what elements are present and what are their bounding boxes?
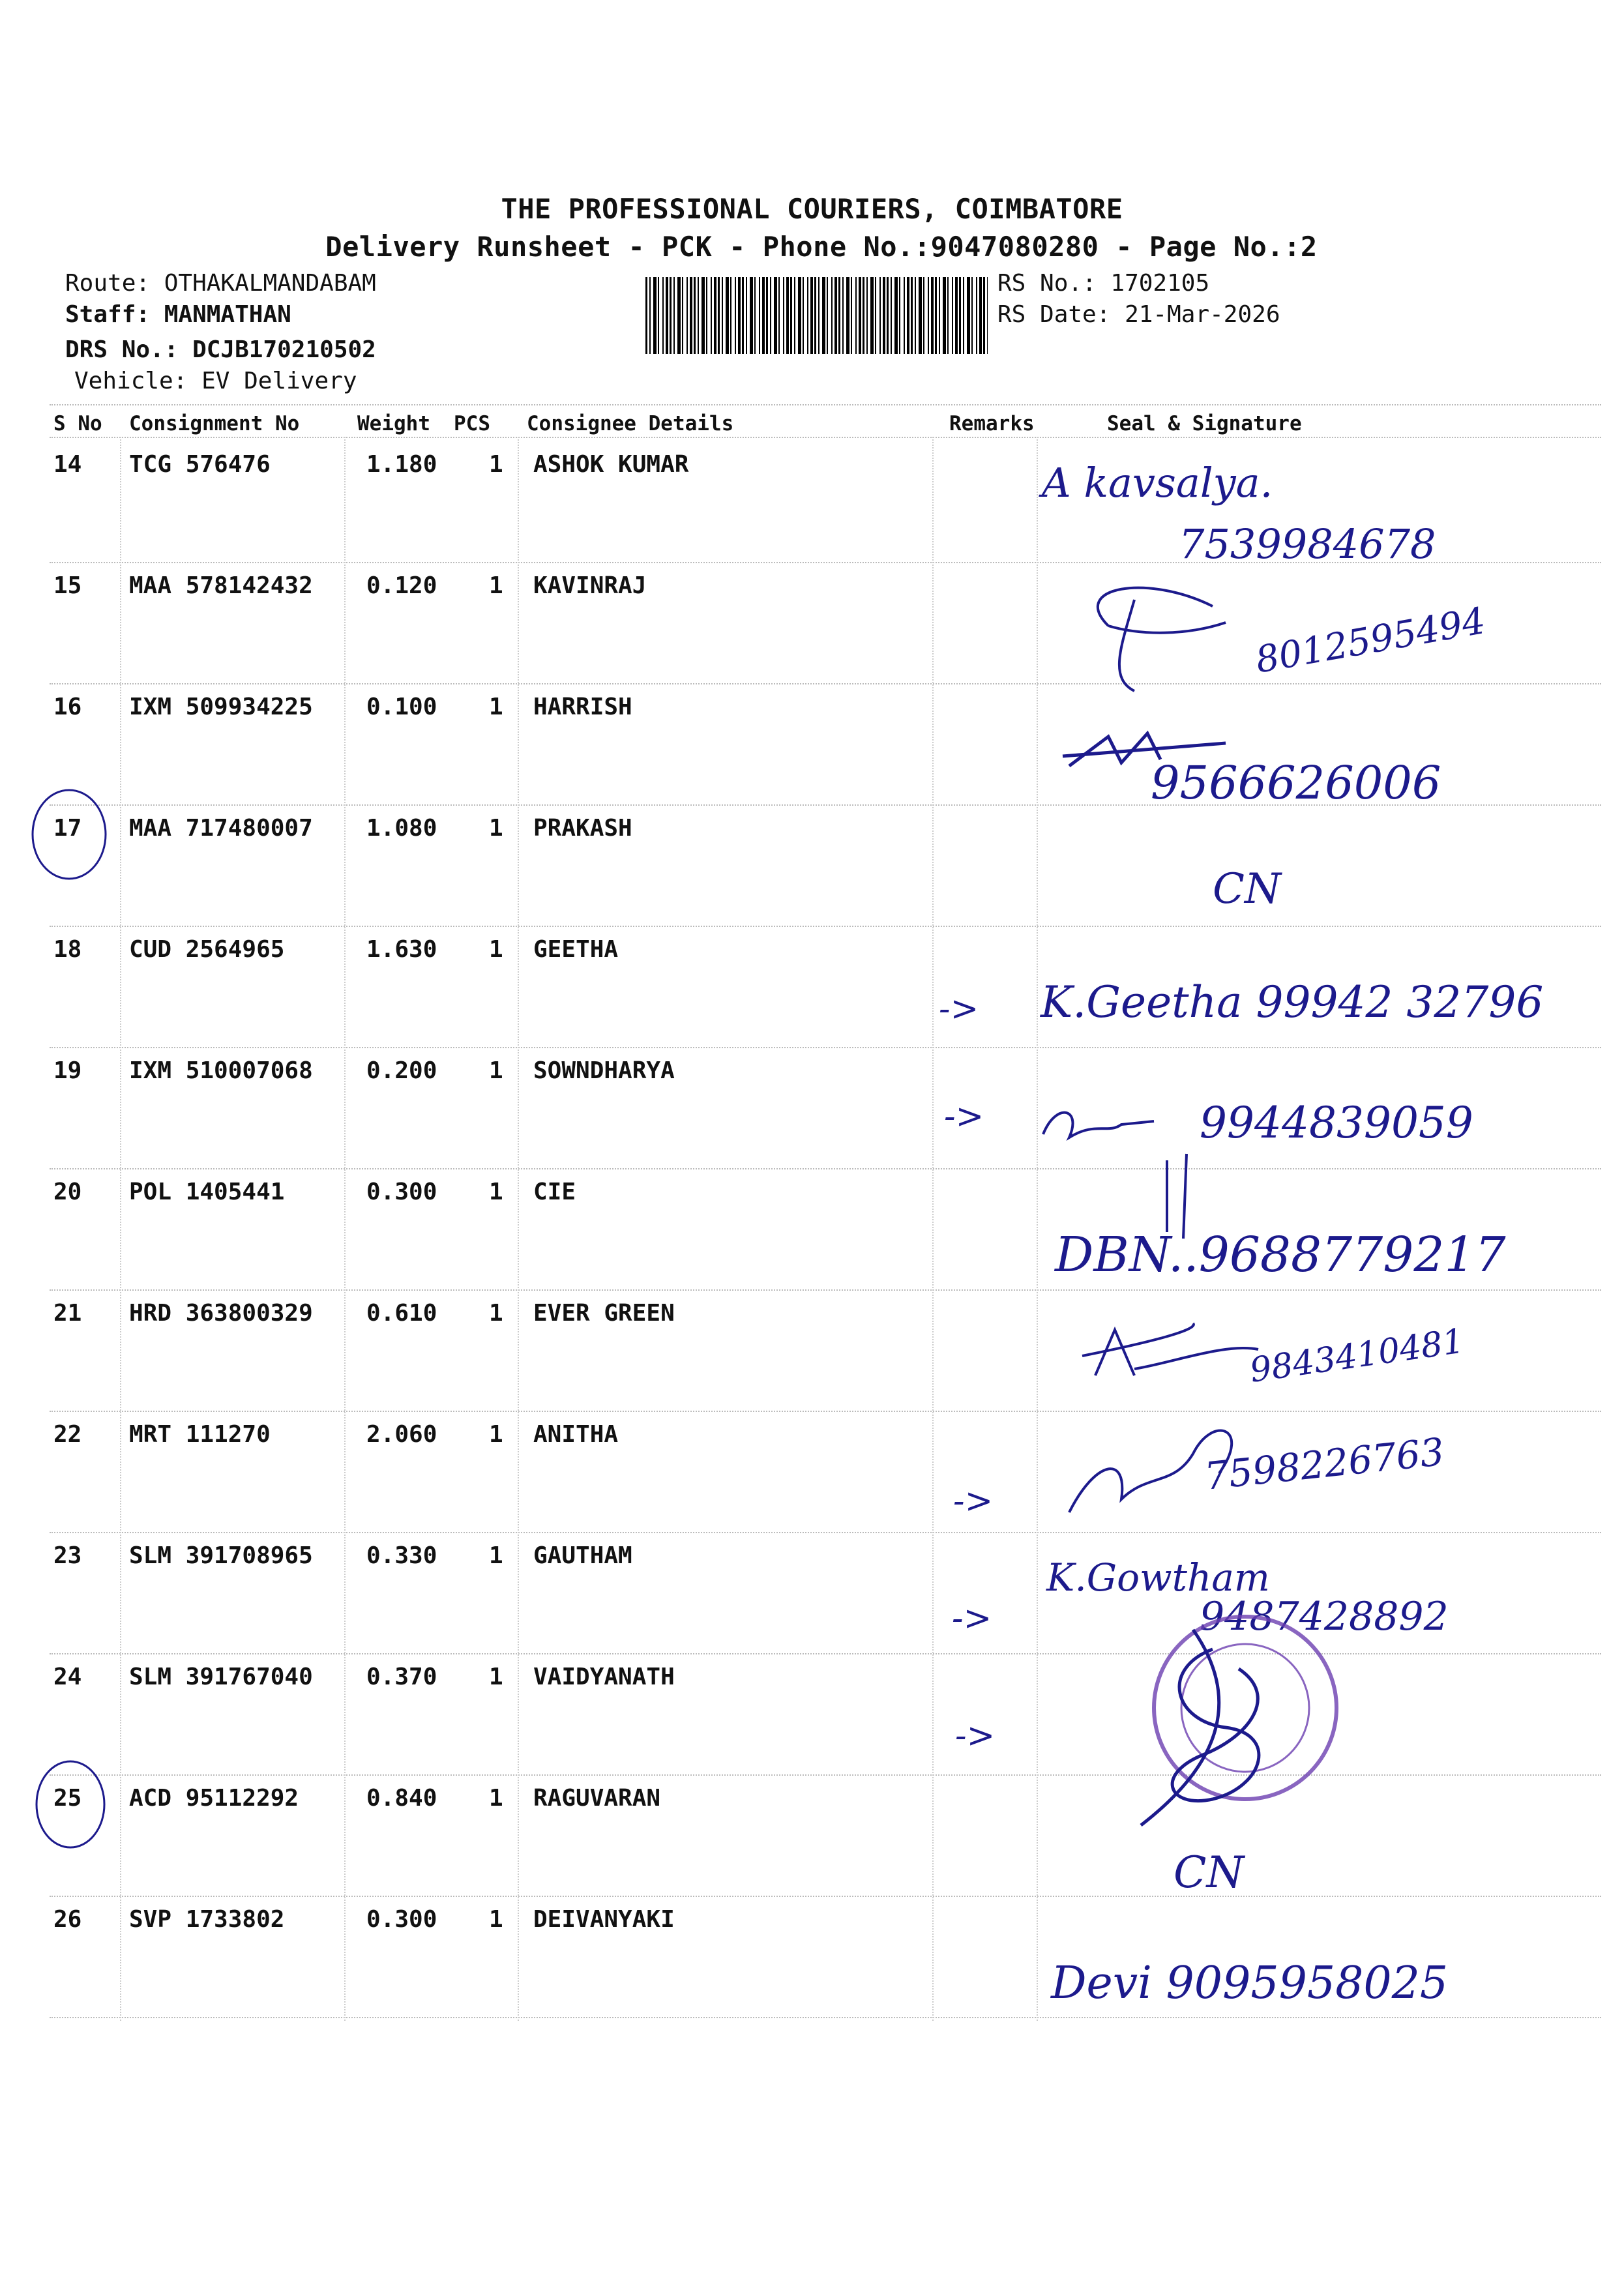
phone-14: 7539984678 [1179,520,1436,568]
table-row [0,1528,1624,1649]
weight-cell: 0.840 [366,1785,437,1812]
sno-cell: 21 [53,1300,82,1327]
weight-cell: 1.630 [366,936,437,963]
pcs-cell: 1 [489,1057,503,1084]
rs-no-label: RS No.: [997,270,1097,297]
consignment-cell: MAA 717480007 [129,815,313,842]
sno-cell: 15 [53,572,82,599]
table-row [0,1164,1624,1286]
rs-date-value: 21-Mar-2026 [1125,301,1280,328]
consignment-cell: IXM 510007068 [129,1057,313,1084]
signature-26: Devi 9095958025 [1051,1958,1449,2009]
phone-21: 9843410481 [1247,1321,1467,1390]
pcs-cell: 1 [489,1542,503,1569]
weight-cell: 0.200 [366,1057,437,1084]
pcs-cell: 1 [489,1785,503,1812]
pcs-cell: 1 [489,815,503,842]
sno-cell: 25 [53,1785,82,1812]
pcs-cell: 1 [489,1906,503,1933]
phone-23: 9487428892 [1200,1594,1449,1639]
consignee-cell: VAIDYANATH [533,1664,675,1690]
col-header-pcs: PCS [454,412,490,435]
col-header-weight: Weight [357,412,430,435]
staff-line [65,301,291,328]
consignment-cell: TCG 576476 [129,451,271,478]
weight-cell: 1.180 [366,451,437,478]
pcs-cell: 1 [489,1300,503,1327]
consignment-cell: HRD 363800329 [129,1300,313,1327]
sno-cell: 14 [53,451,82,478]
sno-cell: 20 [53,1179,82,1205]
weight-cell: 1.080 [366,815,437,842]
pcs-cell: 1 [489,1179,503,1205]
staff-label: Staff: [65,301,151,328]
consignee-cell: GEETHA [533,936,619,963]
phone-22: 7598226763 [1202,1429,1447,1499]
consignee-cell: HARRISH [533,694,632,720]
sno-cell: 22 [53,1421,82,1448]
pcs-cell: 1 [489,936,503,963]
arrow-22: -> [953,1482,994,1521]
company-title: THE PROFESSIONAL COURIERS, COIMBATORE [501,193,1123,225]
vehicle-label: Vehicle: [74,368,188,394]
pcs-cell: 1 [489,572,503,599]
sno-cell: 18 [53,936,82,963]
route-line [65,270,376,297]
weight-cell: 0.370 [366,1664,437,1690]
rs-no-line [997,270,1209,297]
phone-19: 9944839059 [1200,1098,1473,1148]
signature-14: A kavsalya. [1042,459,1273,507]
signature-20: DBN..9688779217 [1055,1227,1506,1283]
table-row [0,1892,1624,2013]
consignee-cell: ASHOK KUMAR [533,451,689,478]
consignee-cell: GAUTHAM [533,1542,632,1569]
sno-cell: 17 [53,815,82,842]
consignee-cell: PRAKASH [533,815,632,842]
consignee-cell: SOWNDHARYA [533,1057,675,1084]
barcode [645,277,988,354]
consignment-cell: SLM 391767040 [129,1664,313,1690]
pcs-cell: 1 [489,451,503,478]
note-25: CN [1174,1847,1245,1898]
arrow-19: -> [944,1097,984,1136]
arrow-23: -> [952,1599,992,1638]
drs-value: DCJB170210502 [192,336,376,363]
phone-15: 8012595494 [1252,599,1489,682]
sno-cell: 23 [53,1542,82,1569]
consignee-cell: DEIVANYAKI [533,1906,675,1933]
col-header-remarks: Remarks [949,412,1035,435]
weight-cell: 0.300 [366,1179,437,1205]
table-row [0,1649,1624,1770]
runsheet-title: Delivery Runsheet - PCK - Phone No.:9047080280 - Page No.:2 [325,231,1318,263]
consignment-cell: MAA 578142432 [129,572,313,599]
consignment-cell: ACD 95112292 [129,1785,299,1812]
rs-date-label: RS Date: [997,301,1111,328]
table-row [0,679,1624,801]
consignment-cell: SLM 391708965 [129,1542,313,1569]
note-17: CN [1213,865,1281,913]
consignment-cell: MRT 111270 [129,1421,271,1448]
table-row [0,1043,1624,1164]
sno-cell: 24 [53,1664,82,1690]
consignment-cell: SVP 1733802 [129,1906,285,1933]
divider [50,404,1601,405]
table-row [0,1286,1624,1407]
col-header-seal: Seal & Signature [1107,412,1302,435]
weight-cell: 0.100 [366,694,437,720]
consignee-cell: EVER GREEN [533,1300,675,1327]
consignment-cell: POL 1405441 [129,1179,285,1205]
weight-cell: 0.330 [366,1542,437,1569]
table-row [0,437,1624,558]
consignee-cell: CIE [533,1179,576,1205]
rs-date-line [997,301,1280,328]
route-label: Route: [65,270,151,297]
sno-cell: 16 [53,694,82,720]
table-row [0,1770,1624,1892]
pcs-cell: 1 [489,1664,503,1690]
sno-cell: 19 [53,1057,82,1084]
table-row [0,922,1624,1043]
consignee-cell: ANITHA [533,1421,619,1448]
consignment-cell: IXM 509934225 [129,694,313,720]
phone-16: 9566626006 [1151,756,1441,810]
drs-label: DRS No.: [65,336,179,363]
consignee-cell: RAGUVARAN [533,1785,661,1812]
col-header-consignee: Consignee Details [527,412,734,435]
pcs-cell: 1 [489,1421,503,1448]
sno-cell: 26 [53,1906,82,1933]
rs-no-value: 1702105 [1110,270,1210,297]
pcs-cell: 1 [489,694,503,720]
drs-line [65,336,376,363]
signature-18: K.Geetha 99942 32796 [1041,977,1544,1027]
staff-value: MANMATHAN [164,301,291,328]
weight-cell: 0.300 [366,1906,437,1933]
arrow-24: -> [955,1716,996,1756]
signature-23: K.Gowtham [1046,1555,1270,1600]
divider [50,2017,1601,2018]
route-value: OTHAKALMANDABAM [164,270,376,297]
table-row [0,558,1624,679]
vehicle-value: EV Delivery [201,368,357,394]
weight-cell: 2.060 [366,1421,437,1448]
col-header-sno: S No [53,412,102,435]
weight-cell: 0.610 [366,1300,437,1327]
table-row [0,801,1624,922]
col-header-consignment: Consignment No [129,412,300,435]
consignment-cell: CUD 2564965 [129,936,285,963]
vehicle-line [74,368,357,394]
arrow-18: -> [939,990,979,1029]
consignee-cell: KAVINRAJ [533,572,647,599]
weight-cell: 0.120 [366,572,437,599]
table-row [0,1407,1624,1528]
